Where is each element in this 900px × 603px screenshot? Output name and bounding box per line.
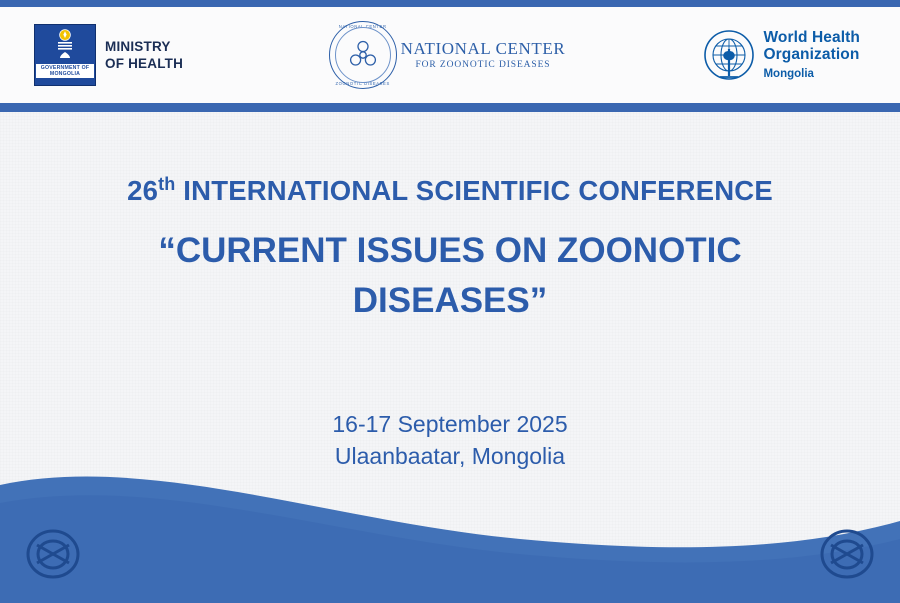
slide-body xyxy=(0,112,900,603)
bottom-wave-decoration xyxy=(0,443,900,603)
who-name-line2: Organization xyxy=(763,46,860,63)
title-block xyxy=(0,174,900,326)
national-center-zoonotic-diseases-logo xyxy=(309,21,584,89)
conference-ordinal-suffix: th xyxy=(158,173,176,194)
mongolia-state-emblem-icon xyxy=(34,24,96,86)
ncz-seal-icon xyxy=(329,21,397,89)
ncz-seal-bottom-text: ZOONOTIC DISEASES xyxy=(335,81,390,86)
conference-heading-text: INTERNATIONAL SCIENTIFIC CONFERENCE xyxy=(175,175,773,206)
ministry-label-line2: OF HEALTH xyxy=(105,56,184,71)
mongolian-knot-right-icon xyxy=(810,523,884,585)
ministry-of-health-logo xyxy=(0,24,309,86)
ncz-label-line2: FOR ZOONOTIC DISEASES xyxy=(415,59,551,70)
conference-number: 26 xyxy=(127,175,159,206)
who-name-line1: World Health xyxy=(763,29,860,46)
logo-header-band xyxy=(0,7,900,103)
event-date: 16-17 September 2025 xyxy=(332,411,568,437)
who-country-label: Mongolia xyxy=(763,68,814,80)
government-of-mongolia-label: GOVERNMENT OF MONGOLIA xyxy=(36,64,94,78)
ministry-label-line1: MINISTRY xyxy=(105,39,171,54)
top-accent-bar xyxy=(0,0,900,7)
ncz-seal-top-text: NATIONAL CENTER xyxy=(338,24,387,29)
mongolian-knot-left-icon xyxy=(16,523,90,585)
conference-theme: “CURRENT ISSUES ON ZOONOTIC DISEASES” xyxy=(158,231,742,320)
event-location: Ulaanbaatar, Mongolia xyxy=(334,443,566,469)
ncz-label-line1: NATIONAL CENTER xyxy=(400,38,566,58)
soyombo-icon xyxy=(52,28,78,62)
conference-heading xyxy=(0,174,900,208)
who-emblem-icon xyxy=(703,29,755,81)
biohazard-icon xyxy=(347,39,379,71)
who-mongolia-logo xyxy=(585,29,900,81)
header-underline xyxy=(0,103,900,112)
